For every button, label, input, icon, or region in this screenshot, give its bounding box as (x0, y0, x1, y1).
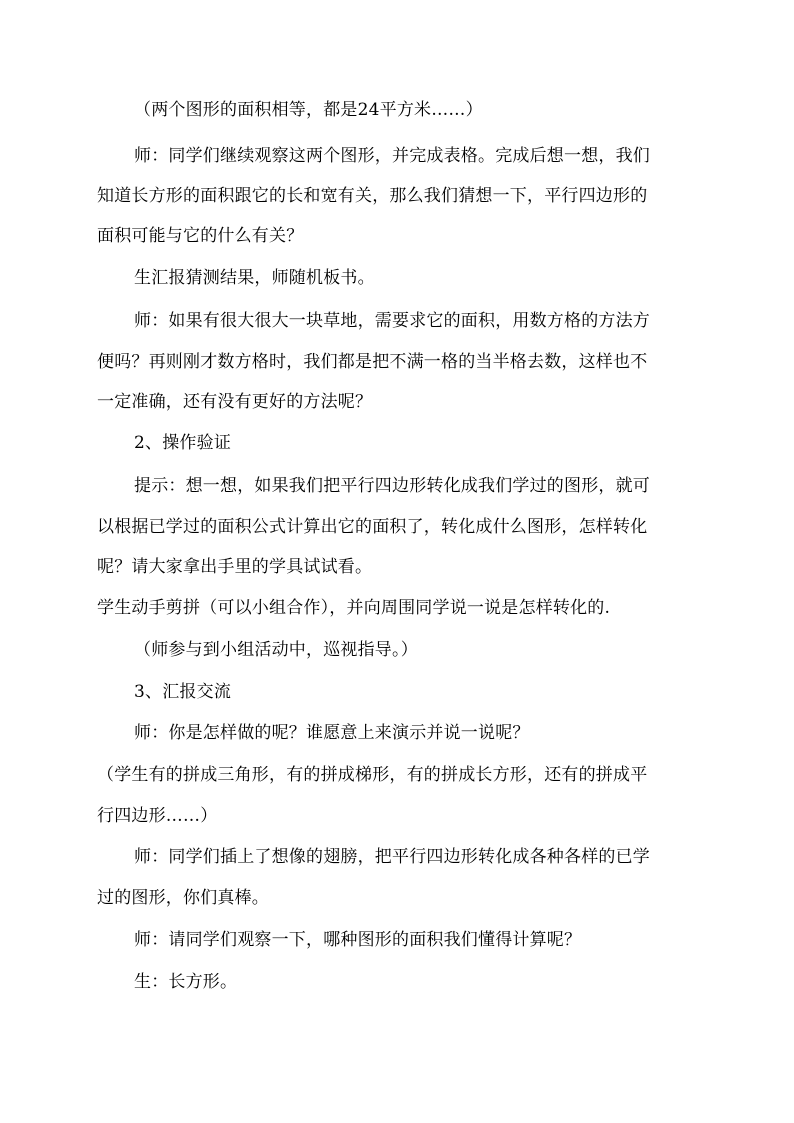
text-line: 提示：想一想，如果我们把平行四边形转化成我们学过的图形，就可 (134, 476, 650, 496)
text-line: 面积可能与它的什么有关？ (97, 226, 304, 246)
text-line: 过的图形，你们真棒。 (97, 888, 269, 908)
section-heading: 2、操作验证 (134, 433, 232, 453)
text-line: 生：长方形。 (134, 972, 238, 992)
text-line: 呢？请大家拿出手里的学具试试看。 (97, 557, 373, 577)
text-line: 便吗？再则刚才数方格时，我们都是把不满一格的当半格去数，这样也不 (97, 352, 648, 372)
text-line: 师：请同学们观察一下，哪种图形的面积我们懂得计算呢？ (134, 930, 582, 950)
section-heading: 3、汇报交流 (134, 682, 232, 702)
text-line: 师：如果有很大很大一块草地，需要求它的面积，用数方格的方法方 (134, 311, 650, 331)
text-line: （两个图形的面积相等，都是24平方米……） (134, 100, 483, 120)
text-line: 以根据已学过的面积公式计算出它的面积了，转化成什么图形，怎样转化 (97, 517, 648, 537)
text-line: 一定准确，还有没有更好的方法呢？ (97, 392, 373, 412)
text-line: 师：你是怎样做的呢？谁愿意上来演示并说一说呢？ (134, 723, 530, 743)
text-line: 学生动手剪拼（可以小组合作），并向周围同学说一说是怎样转化的. (97, 598, 611, 618)
text-line: 师：同学们继续观察这两个图形，并完成表格。完成后想一想，我们 (134, 146, 650, 166)
text-line: （学生有的拼成三角形，有的拼成梯形，有的拼成长方形，还有的拼成平 (97, 765, 648, 785)
text-line: （师参与到小组活动中，巡视指导。） (134, 640, 418, 660)
text-line: 行四边形……） (97, 806, 218, 826)
text-line: 知道长方形的面积跟它的长和宽有关，那么我们猜想一下，平行四边形的 (97, 186, 648, 206)
text-line: 师：同学们插上了想像的翅膀，把平行四边形转化成各种各样的已学 (134, 847, 650, 867)
text-line: 生汇报猜测结果，师随机板书。 (134, 268, 375, 288)
